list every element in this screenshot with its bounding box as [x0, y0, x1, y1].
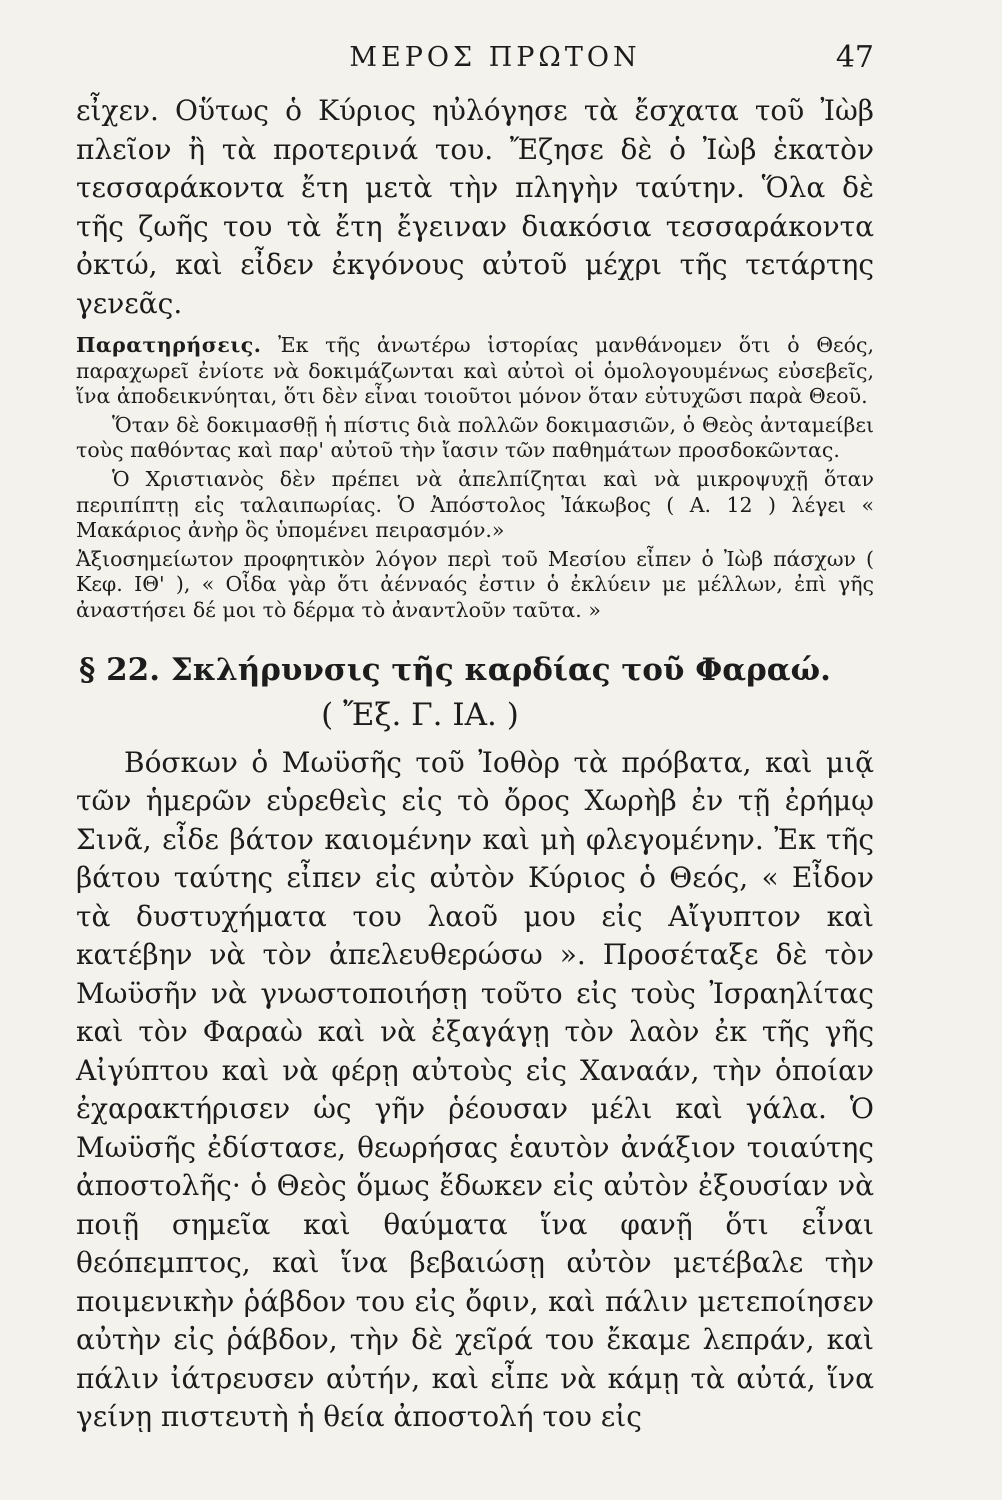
section-paragraph: Βόσκων ὁ Μωϋσῆς τοῦ Ἰοθὸρ τὰ πρόβατα, καὶ μιᾷ τῶν ἡμερῶν εὑρεθεὶς εἰς τὸ ὄρος Χωρὴβ ἐν τῇ ἐρήμῳ Σινᾶ, εἶδε βάτον καιομένην καὶ μὴ φλεγομένην. Ἐκ τῆς βάτου ταύτης εἶπεν εἰς αὐτὸν Κύριος ὁ Θεός, « Εἶδον τὰ δυστυχήματα του λαοῦ μου εἰς Αἴγυπτον καὶ κατέβην νὰ τὸν ἀπελευθερώσω ». Προσέταξε δὲ τὸν Μωϋσῆν νὰ γνωστοποιήσῃ τοῦτο εἰς τοὺς Ἰσραηλίτας καὶ τὸν Φαραὼ καὶ νὰ ἐξαγάγῃ τὸν λαὸν ἐκ τῆς γῆς Αἰγύπτου καὶ νὰ φέρῃ αὐτοὺς εἰς Χαναάν, τὴν ὁποίαν ἐχαρακτήρισεν ὡς γῆν ῥέουσαν μέλι καὶ γάλα. Ὁ Μωϋσῆς ἐδίστασε, θεωρήσας ἑαυτὸν ἀνάξιον τοιαύτης ἀποστολῆς· ὁ Θεὸς ὅμως ἔδωκεν εἰς αὐτὸν ἐξουσίαν νὰ ποιῇ σημεῖα καὶ θαύματα ἵνα φανῇ ὅτι εἶναι θεόπεμπτος, καὶ ἵνα βεβαιώσῃ αὐτὸν μετέβαλε τὴν ποιμενικὴν ῥάβδον του εἰς ὄφιν, καὶ πάλιν μετεποίησεν αὐτὴν εἰς ῥάβδον, τὴν δὲ χεῖρά του ἔκαμε λεπράν, καὶ πάλιν ἰάτρευσεν αὐτήν, καὶ εἶπε νὰ κάμῃ τὰ αὐτά, ἵνα γείνῃ πιστευτὴ ἡ θεία ἀποστολή του εἰς [76, 745, 874, 1434]
running-head [76, 36, 874, 92]
note-paragraph: Ὁ Χριστιανὸς δὲν πρέπει νὰ ἀπελπίζηται καὶ νὰ μικροψυχῇ ὅταν περιπίπτῃ εἰς ταλαιπωρίας. Ὁ Ἀπόστολος Ἰάκωβος ( Α. 12 ) λέγει « Μακάριος ἀνὴρ ὃς ὑπομένει πειρασμόν.» [76, 466, 874, 543]
page-number: 47 [835, 40, 874, 75]
notes-block [76, 333, 874, 624]
section-heading: § 22. Σκλήρυνσις τῆς καρδίας τοῦ Φαραώ. [79, 651, 831, 688]
notes-label: Παρατηρήσεις. [76, 333, 262, 357]
note-text: Ἐκ τῆς ἀνωτέρω ἱστορίας μανθάνομεν ὅτι ὁ Θεός, παραχωρεῖ ἐνίοτε νὰ δοκιμάζωνται καὶ αὐτοὶ οἱ ὁμολογουμένως εὐσεβεῖς, ἵνα ἀποδεικνύηται, ὅτι δὲν εἶναι τοιοῦτοι μόνον ὅταν εὐτυχῶσι παρὰ Θεοῦ. [76, 333, 874, 409]
note-paragraph: Ὅταν δὲ δοκιμασθῇ ἡ πίστις διὰ πολλῶν δοκιμασιῶν, ὁ Θεὸς ἀνταμείβει τοὺς παθόντας καὶ παρ' αὐτοῦ τὴν ἴασιν τῶν παθημάτων προσδοκῶντας. [76, 412, 874, 463]
note-paragraph: Ἀξιοσημείωτον προφητικὸν λόγον περὶ τοῦ Μεσίου εἶπεν ὁ Ἰὼβ πάσχων ( Κεφ. ΙΘ' ), « Οἶδα γὰρ ὅτι ἀένναός ἐστιν ὁ ἐκλύειν με μέλλων, ἐπὶ γῆς ἀναστήσει δέ μοι τὸ δέρμα τὸ ἀναντλοῦν ταῦτα. » [76, 546, 874, 622]
note-paragraph [76, 333, 874, 410]
opening-paragraph: εἶχεν. Οὕτως ὁ Κύριος ηὐλόγησε τὰ ἔσχατα τοῦ Ἰὼβ πλεῖον ἢ τὰ προτερινά του. Ἔζησε δὲ ὁ Ἰὼβ ἑκατὸν τεσσαράκοντα ἔτη μετὰ τὴν πληγὴν ταύτην. Ὅλα δὲ τῆς ζωῆς του τὰ ἔτη ἔγειναν διακόσια τεσσαράκοντα ὀκτώ, καὶ εἶδεν ἐκγόνους αὐτοῦ μέχρι τῆς τετάρτης γενεᾶς. [76, 94, 874, 320]
running-title: ΜΕΡΟΣ ΠΡΩΤΟΝ [349, 42, 641, 73]
section-reference: ( Ἔξ. Γ. ΙΑ. ) [321, 696, 519, 733]
